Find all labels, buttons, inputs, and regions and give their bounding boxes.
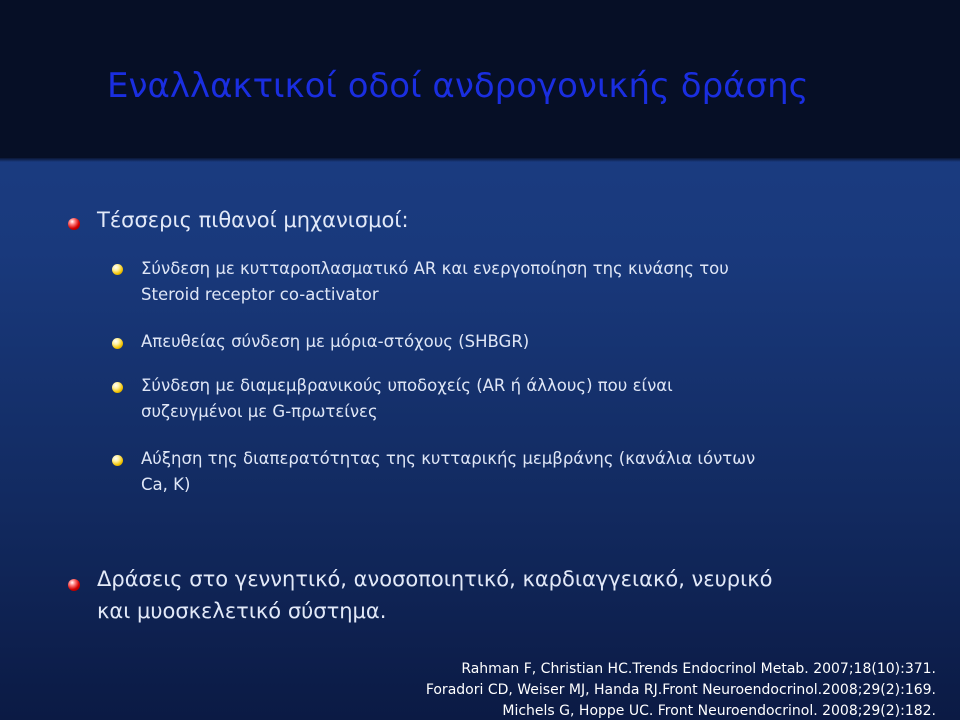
subitem-3-line-1: Σύνδεση με διαμεμβρανικούς υποδοχείς (AR ή άλλους) που είναι bbox=[141, 376, 673, 395]
subitem-2-line-1: Απευθείας σύνδεση με μόρια-στόχους (SHBGR) bbox=[141, 332, 530, 351]
yellow-bullet-icon bbox=[112, 338, 123, 349]
subitem-1-line-1: Σύνδεση με κυτταροπλασματικό AR και ενεργοποίηση της κινάσης του bbox=[141, 259, 729, 278]
reference-1: Rahman F, Christian HC.Trends Endocrinol Metab. 2007;18(10):371. bbox=[461, 661, 936, 677]
yellow-bullet-icon bbox=[112, 264, 123, 275]
bullet-systems-line-1: Δράσεις στο γεννητικό, ανοσοποιητικό, καρδιαγγειακό, νευρικό bbox=[97, 567, 773, 591]
bullet-systems-line-2: και μυοσκελετικό σύστημα. bbox=[97, 599, 387, 623]
subitem-3-line-2: συζευγμένοι με G-πρωτείνες bbox=[141, 402, 378, 421]
yellow-bullet-icon bbox=[112, 455, 123, 466]
subitem-4-line-1: Αύξηση της διαπερατότητας της κυτταρικής μεμβράνης (κανάλια ιόντων bbox=[141, 449, 756, 468]
red-bullet-icon bbox=[68, 218, 80, 230]
reference-2: Foradori CD, Weiser MJ, Handa RJ.Front Neuroendocrinol.2008;29(2):169. bbox=[425, 682, 936, 698]
yellow-bullet-icon bbox=[112, 382, 123, 393]
red-bullet-icon bbox=[68, 579, 80, 591]
bullet-mechanisms-heading: Τέσσερις πιθανοί μηχανισμοί: bbox=[97, 208, 409, 232]
title-divider bbox=[0, 158, 960, 162]
subitem-1-line-2: Steroid receptor co-activator bbox=[141, 285, 379, 304]
reference-3: Michels G, Hoppe UC. Front Neuroendocrinol. 2008;29(2):182. bbox=[502, 703, 936, 719]
slide-title: Εναλλακτικοί οδοί ανδρογονικής δράσης bbox=[107, 66, 809, 106]
subitem-4-line-2: Ca, K) bbox=[141, 475, 191, 494]
